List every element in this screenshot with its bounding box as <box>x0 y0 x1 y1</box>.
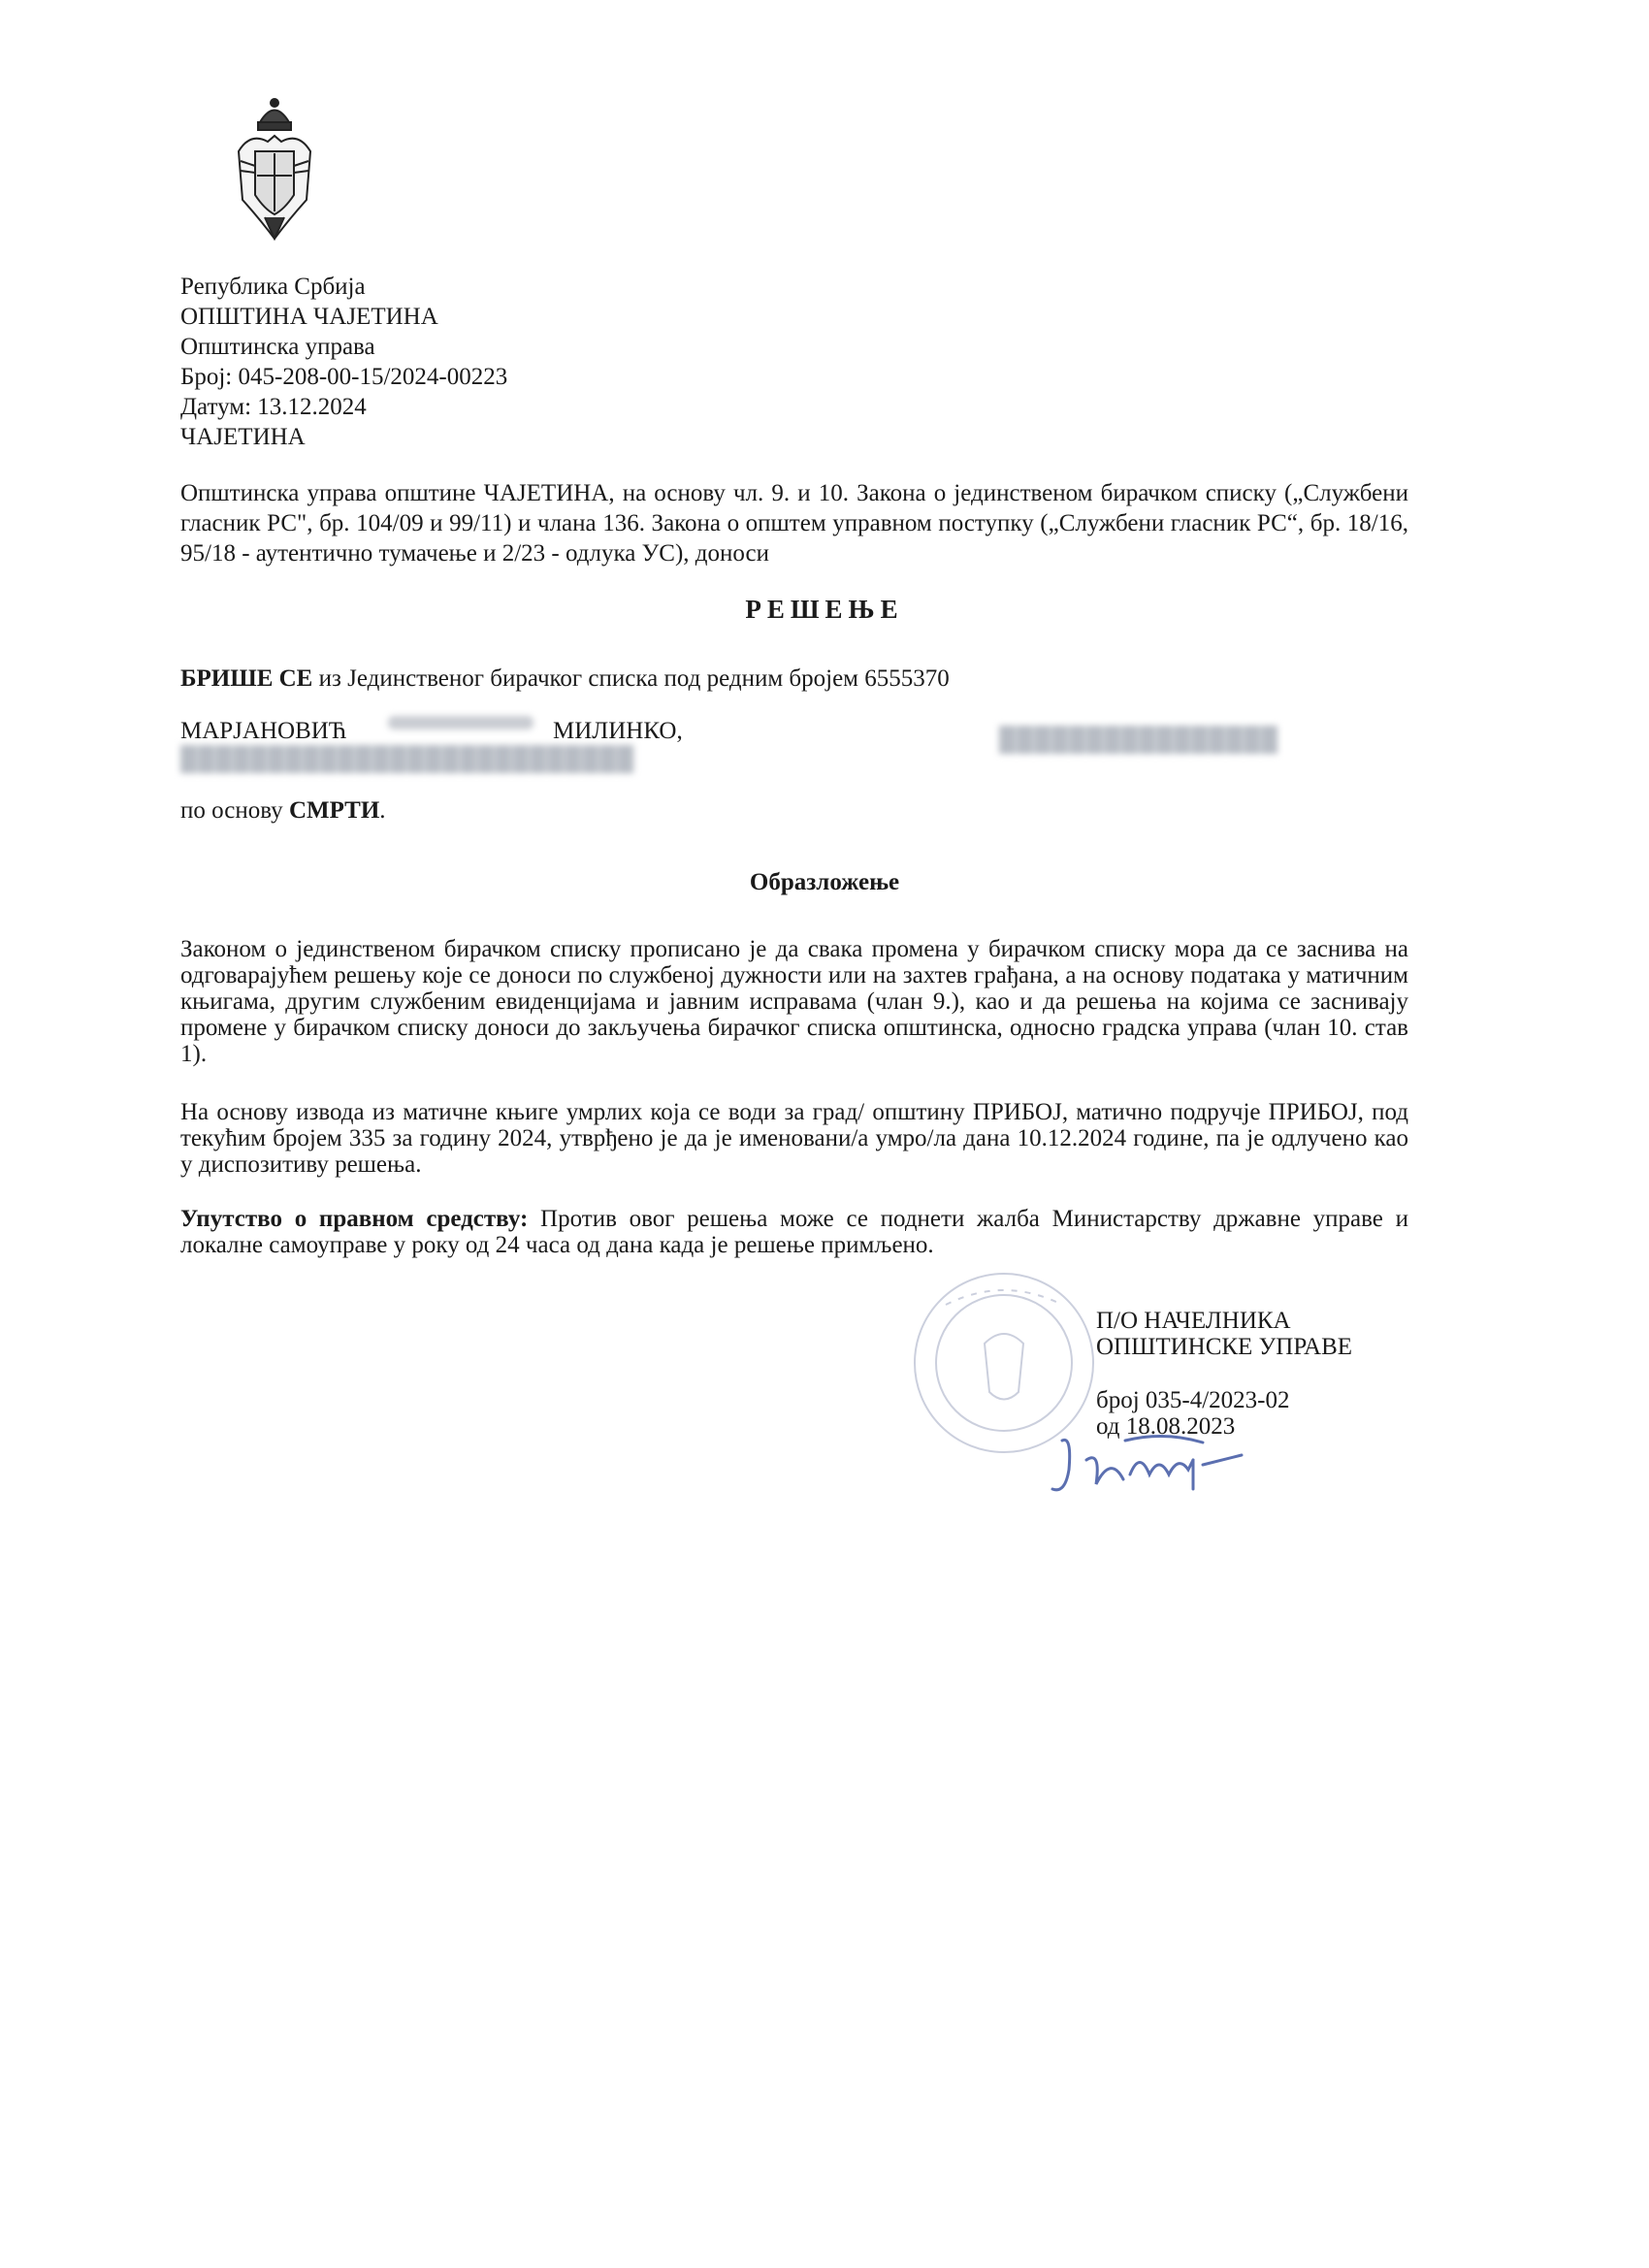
basis-prefix: по основу <box>180 797 289 824</box>
redacted-area: ████████████████ <box>999 728 1279 753</box>
legal-remedy-label: Упутство о правном средству: <box>180 1206 529 1232</box>
document-number: Број: 045-208-00-15/2024-00223 <box>180 364 508 390</box>
document-date: Датум: 13.12.2024 <box>180 394 367 420</box>
person-surname: МАРЈАНОВИЋ <box>180 718 347 744</box>
authorization-number: број 035-4/2023-02 <box>1096 1387 1290 1413</box>
municipality-name: ОПШТИНА ЧАЈЕТИНА <box>180 304 438 330</box>
explanation-paragraph-1: Законом о јединственом бирачком списку прописано је да свака промена у бирачком списку мора да се заснива на одговарајућем решењу које се доноси по службеној дужности или на захтев грађана, а на основу података у матичним књигама, другим службеним евиденцијама и јавним исправама (члан 9.), као и да решења на којима се заснивају промене у бирачком списку доноси до закључења бирачког списка општинска, односно градска управа (члан 10. став 1). <box>180 936 1408 1067</box>
document-title: РЕШЕЊЕ <box>745 595 904 624</box>
deletion-statement <box>180 665 950 693</box>
handwritten-signature-icon <box>1048 1431 1280 1508</box>
coat-of-arms-icon <box>231 93 318 248</box>
basis-suffix: . <box>379 797 386 824</box>
signatory-line-2: ОПШТИНСКЕ УПРАВЕ <box>1096 1334 1353 1360</box>
document-place: ЧАЈЕТИНА <box>180 424 306 450</box>
intro-paragraph: Општинска управа општине ЧАЈЕТИНА, на основу чл. 9. и 10. Закона о јединственом бирачком списку („Службени гласник РС", бр. 104/09 и 99/11) и члана 136. Закона о општем управном поступку („Службени гласник РС“, бр. 18/16, 95/18 - аутентично тумачење и 2/23 - одлука УС), доноси <box>180 480 1408 567</box>
document-header <box>180 272 507 452</box>
deletion-basis <box>180 797 386 825</box>
redacted-area <box>388 716 534 729</box>
explanation-heading: Образложење <box>749 869 900 895</box>
authorization-date: од 18.08.2023 <box>1096 1413 1236 1440</box>
legal-remedy-text: Против овог решења може се поднети жалба Министарству државне управе и локалне самоуправе у року од 24 часа од дана када је решење примљено. <box>180 1206 1408 1258</box>
republic-name: Република Србија <box>180 274 366 300</box>
legal-remedy-paragraph <box>180 1206 1408 1258</box>
administration-name: Општинска управа <box>180 334 375 360</box>
signatory-line-1: П/О НАЧЕЛНИКА <box>1096 1308 1291 1334</box>
deletion-rest: из Јединственог бирачког списка под редним бројем 6555370 <box>312 665 950 692</box>
signature-block <box>1096 1308 1352 1440</box>
person-first-name: МИЛИНКО, <box>553 718 683 744</box>
explanation-paragraph-2: На основу извода из матичне књиге умрлих која се води за град/ општину ПРИБОЈ, матично подручје ПРИБОЈ, под текућим бројем 335 за годину 2024, утврђено је да је именовани/а умро/ла дана 10.12.2024 године, па је одлучено као у диспозитиву решења. <box>180 1099 1408 1178</box>
basis-reason: СМРТИ <box>288 797 380 824</box>
deletion-bold: БРИШЕ СЕ <box>180 665 313 692</box>
redacted-area: ██████████████████████████ <box>180 747 635 772</box>
